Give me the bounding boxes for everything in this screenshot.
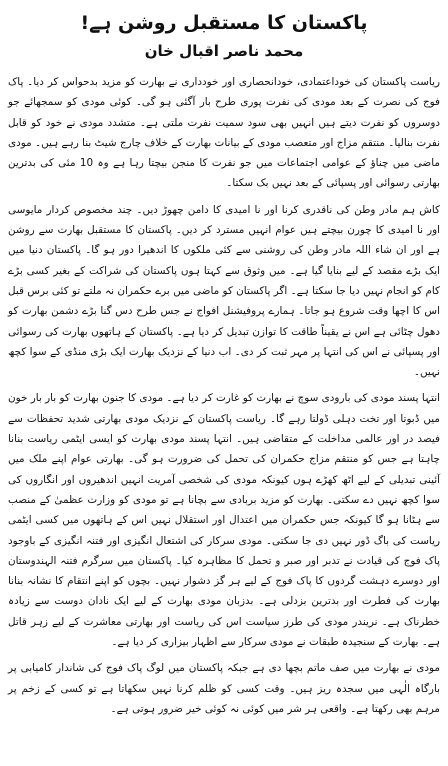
- article-paragraph-1: ریاست پاکستان کی خوداعتمادی، خودانحصاری اور خودداری نے بھارت کو مزید بدحواس کر دیا۔ پاک فوج کی نصرت کے بعد مودی کی نفرت پوری طرح بار آگئی ہو گی۔ کوئی مودی کو سمجھائے جو دوسروں کو نفرت دیتے ہیں انہیں بھی سود سمیت نفرت ملتی ہے۔ متشدد مودی نے خود کو قابل نفرت بنالیا۔ منتقم مزاج اور متعصب مودی کے بیانات بھارت کے خلاف چارج شیٹ بنا رہے ہیں۔ مودی ماضی میں چناؤ کے عوامی اجتماعات میں جو نفرت کا منجن بیچتا رہا ہے وہ 10 مئی کی بدترین بھارتی رسوائی اور پسپائی کے بعد نہیں بک سکتا۔: [8, 76, 440, 190]
- article-title: پاکستان کا مستقبل روشن ہے!: [80, 12, 368, 34]
- article-author: محمد ناصر اقبال خان: [144, 42, 304, 60]
- article-paragraph-3: انتہا پسند مودی کی بارودی سوچ نے بھارت کو غارت کر دیا ہے۔ مودی کا جنون بھارت کو بار بار خون میں ڈبوتا اور تخت دہلی ڈولتا رہے گا۔ ریاست پاکستان کے نزدیک مودی بھارتی شدید تحفظات سے فیصد در اور عالمی مداخلت کے متقاضی ہیں۔ انتہا پسند مودی بھارت کو ایسی ایٹمی ریاست بنانا چاہتا ہے جس کو منتقم مزاج حکمران کی تحمل کی ضرورت ہو گی۔ بھارتی عوام اپنے ملک میں آئینی تبدیلی کے لیے اٹھ کھڑے ہوں کیونکہ مودی کی شخصی آمریت انہیں اندھیروں اور انگاروں کی سوا کچھ نہیں دے سکتی۔ بھارت کو مزید بربادی سے بچانا ہے تو مودی کو وزارت عظمیٰ کے منصب سے ہٹانا ہو گا کیونکہ جس حکمران میں اعتدال اور استقلال نہیں اس کے ہاتھوں میں کسی ایٹمی ریاست کی باگ ڈور نہیں دی جا سکتی۔ مودی سرکار کی اشتعال انگیزی اور فتنہ انگیزی کے باوجود پاک فوج کی قیادت نے تدبر اور صبر و تحمل کا مظاہرہ کیا۔ پاکستان میں سرگرم فتنہ الہندوستان اور دوسرے دہشت گردوں کا پاک فوج کے لیے ہر گز دشوار نہیں۔ بچوں کو اپنے انتقام کا نشانہ بنانا بھارت کی فطرت اور بدترین بزدلی ہے۔ بدزبان مودی بھارت کے لیے ایک نادان دوست سے زیادہ خطرناک ہے۔ نریندر مودی کی طرز سیاست اس کی ریاست اور بھارتی معاشرت کے لیے زہر قاتل ہے۔ بھارت کے سنجیدہ طبقات نے مودی سرکار سے اظہار بیزاری کر دیا ہے۔: [8, 392, 440, 649]
- article-paragraph-2: کاش ہم مادر وطن کی ناقدری کرنا اور نا امیدی کا دامن چھوڑ دیں۔ چند مخصوص کردار مایوسی اور نا امیدی کا چورن بیچتے ہیں عوام انہیں مسترد کر دیں۔ پاکستان کا مستقبل بھارت سے روشن ہے اور ان شاء اللہ مادر وطن کی روشنی سے کئی ملکوں کا اندھیرا دور ہو گا۔ پاکستان دنیا میں ایک بڑے مقصد کے لیے بنایا گیا ہے۔ میں وثوق سے کہتا ہوں پاکستان کی شراکت کے بغیر کسی بڑے کام کو انجام نہیں دیا جا سکتا ہے۔ اگر پاکستان کو ماضی میں برے حکمران نہ ملتے تو کئی برس قبل اس کا اچھا وقت شروع ہو جاتا۔ ہمارے پروفیشنل افواج نے جس طرح دس گنا بڑے دشمن بھارت کو دھول چٹائی ہے اس نے یقیناً طاقت کا توازن تبدیل کر دیا ہے۔ پاکستان کے ہاتھوں بھارت کی رسوائی اور پسپائی نے اس کی انتہا پر مہر ثبت کر دی۔ اب دنیا کے نزدیک بھارت ایک بڑی منڈی کے سوا کچھ نہیں۔: [8, 203, 440, 379]
- article-paragraph-4: مودی نے بھارت میں صف ماتم بچھا دی ہے جبکہ پاکستان میں لوگ پاک فوج کی شاندار کامیابی پر بارگاہ الٰہی میں سجدہ ریز ہیں۔ وقت کسی کو ظلم کرنا نہیں سکھاتا ہے تو کسی کے زخم پر مرہم بھی رکھتا ہے۔ واقعی ہر شر میں کوئی نہ کوئی خیر ضرور ہوتی ہے۔: [8, 662, 440, 715]
